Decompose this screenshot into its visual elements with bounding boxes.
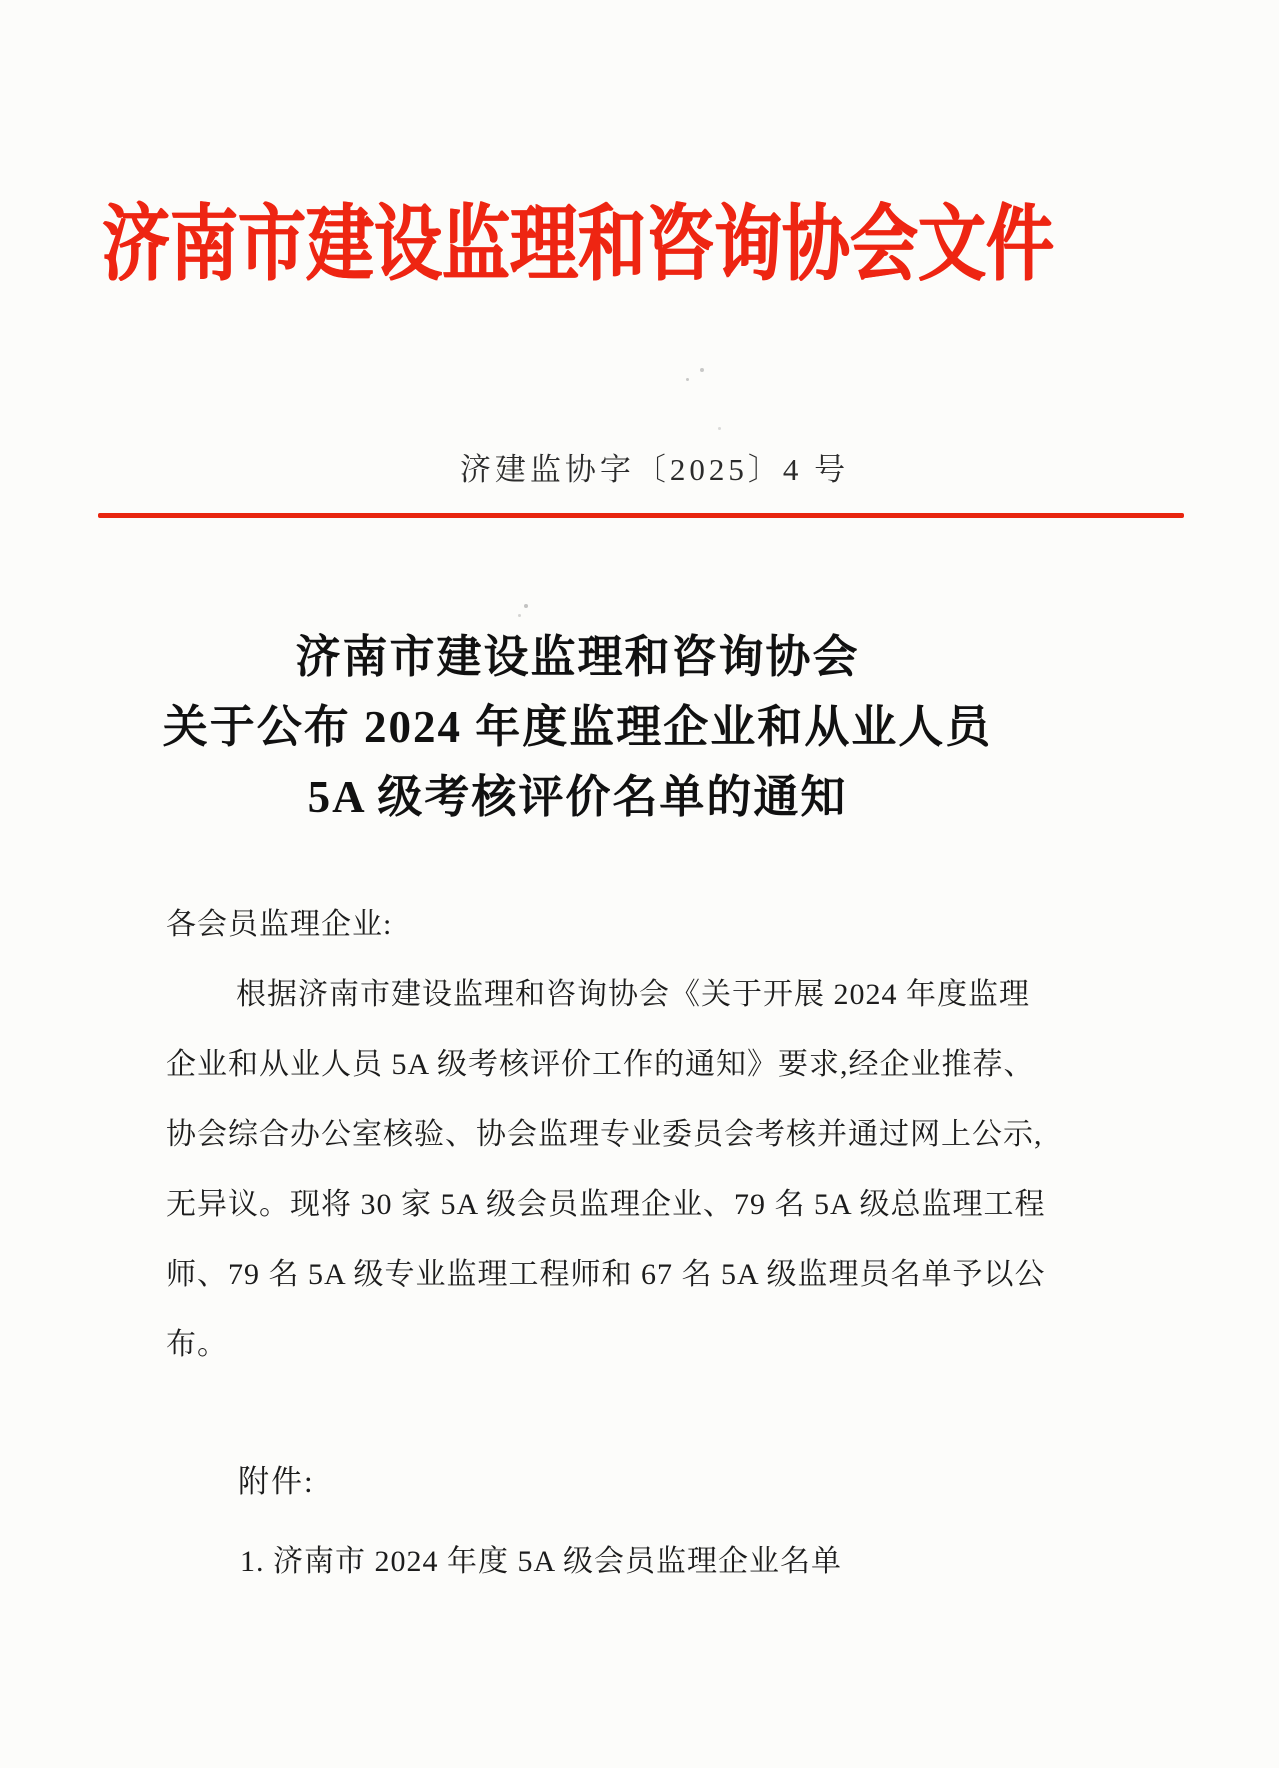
letterhead-title: 济南市建设监理和咨询协会文件	[101, 198, 1054, 291]
scan-speckle	[686, 378, 689, 381]
salutation: 各会员监理企业:	[166, 908, 393, 941]
notice-title-line-3: 5A 级考核评价名单的通知	[307, 772, 848, 822]
notice-body	[166, 890, 1066, 1380]
scan-speckle	[518, 614, 521, 617]
scan-speckle	[700, 368, 704, 372]
document-number: 济建监协字〔2025〕4 号	[459, 452, 850, 487]
attachments-label: 附件:	[238, 1464, 315, 1499]
paragraph-line: 企业和从业人员 5A 级考核评价工作的通知》要求,经企业推荐、	[166, 1048, 1035, 1081]
scan-speckle	[524, 604, 528, 608]
paragraph-line: 布。	[166, 1328, 228, 1361]
paragraph-line: 协会综合办公室核验、协会监理专业委员会考核并通过网上公示,	[166, 1118, 1043, 1151]
paragraph-line: 师、79 名 5A 级专业监理工程师和 67 名 5A 级监理员名单予以公	[166, 1258, 1046, 1291]
paragraph-line: 根据济南市建设监理和咨询协会《关于开展 2024 年度监理	[236, 978, 1030, 1011]
notice-title-line-2: 关于公布 2024 年度监理企业和从业人员	[162, 702, 993, 752]
notice-title	[0, 622, 1155, 832]
scan-speckle	[718, 427, 721, 430]
attachment-item-1: 1. 济南市 2024 年度 5A 级会员监理企业名单	[240, 1545, 843, 1578]
paragraph-line: 无异议。现将 30 家 5A 级会员监理企业、79 名 5A 级总监理工程	[166, 1188, 1046, 1221]
notice-title-line-1: 济南市建设监理和咨询协会	[295, 632, 860, 682]
red-divider-rule	[98, 513, 1184, 518]
